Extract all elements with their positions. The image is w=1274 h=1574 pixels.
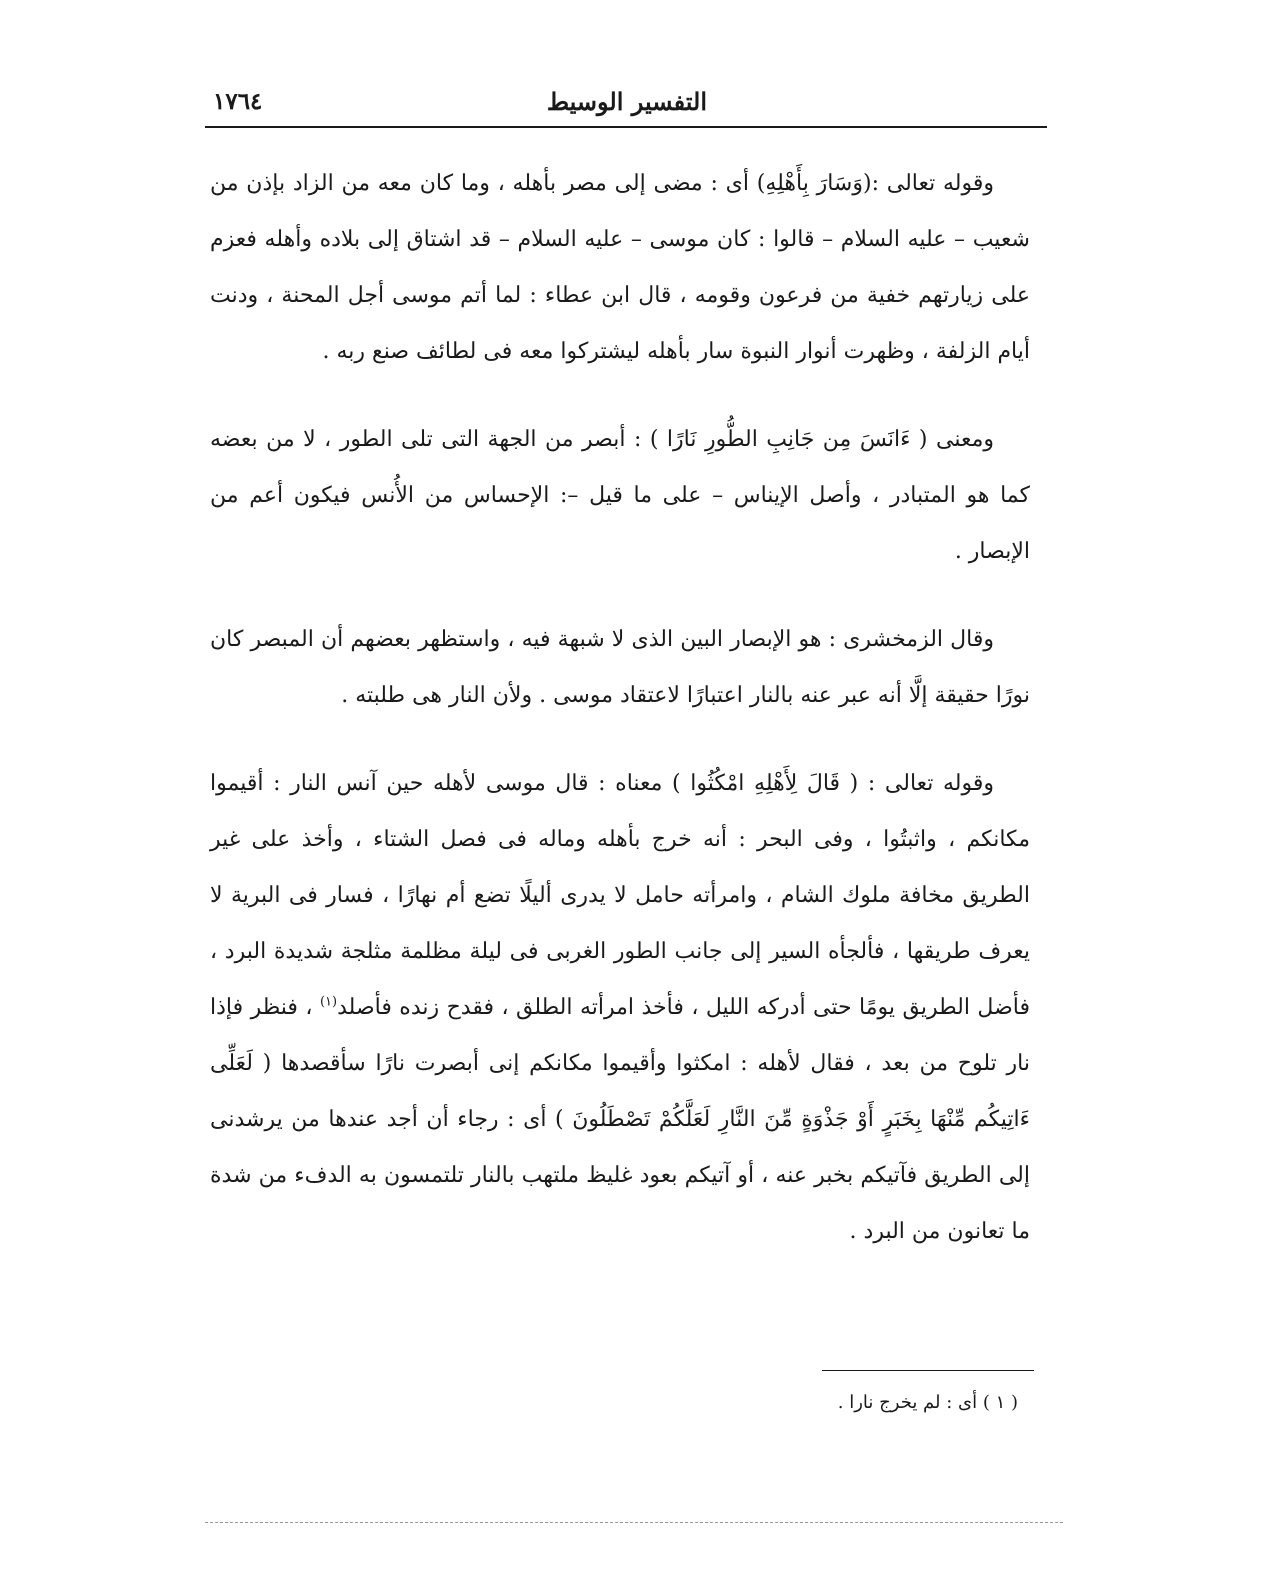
paragraph-4-text: وقوله تعالى : ( قَالَ لِأَهْلِهِ امْكُثُوا ) معناه : قال موسى لأهله حين آنس النار : أقيموا مكانكم ، واثبتُوا ، وفى البحر : أنه خرج بأهله وماله فى فصل الشتاء ، وأخذ على غير الطريق مخافة ملوك الشام ، وامرأته حامل لا يدرى أليلًا تضع أم نهارًا ، فسار فى البرية لا يعرف طريقها ، فألجأه السير إلى جانب الطور الغربى فى ليلة مظلمة مثلجة شديدة البرد ، فأضل الطريق يومًا حتى أدركه الليل ، فأخذ امرأته الطلق ، فقدح زنده فأصلد xyxy=(210,771,1030,1020)
running-header xyxy=(205,82,1047,122)
footnote-marker: (١) xyxy=(319,994,338,1010)
paragraph-4-continuation: ، فنظر فإذا نار تلوح من بعد ، فقال لأهله : امكثوا وأقيموا مكانكم إنى أبصرت نارًا سأقصدها ( لَعَلِّى ءَاتِيكُم مِّنْهَا بِخَبَرٍ أَوْ جَذْوَةٍ مِّنَ النَّارِ لَعَلَّكُمْ تَصْطَلُونَ ) أى : رجاء أن أجد عندها من يرشدنى إلى الطريق فآتيكم بخبر عنه ، أو آتيكم بعود غليظ ملتهب بالنار تلتمسون به الدفء من شدة ما تعانون من البرد . xyxy=(210,995,1031,1244)
paragraph-4 xyxy=(210,756,1030,1260)
bottom-edge-rule xyxy=(205,1522,1063,1523)
paragraph-2: ومعنى ( ءَانَسَ مِن جَانِبِ الطُّورِ نَارًا ) : أبصر من الجهة التى تلى الطور ، لا من بعضه كما هو المتبادر ، وأصل الإيناس – على ما قيل –: الإحساس من الأُنس فيكون أعم من الإبصار . xyxy=(210,427,1030,564)
paragraph-1: وقوله تعالى :(وَسَارَ بِأَهْلِهِ) أى : مضى إلى مصر بأهله ، وما كان معه من الزاد بإذن من شعيب – عليه السلام – قالوا : كان موسى – عليه السلام – قد اشتاق إلى بلاده وأهله فعزم على زيارتهم خفية من فرعون وقومه ، قال ابن عطاء : لما أتم موسى أجل المحنة ، ودنت أيام الزلفة ، وظهرت أنوار النبوة سار بأهله ليشتركوا معه فى لطائف صنع ربه . xyxy=(210,171,1030,364)
body-text xyxy=(210,156,1030,1260)
footnote: ( ١ ) أى : لم يخرج نارا . xyxy=(837,1392,1018,1413)
running-title: التفسير الوسيط xyxy=(546,87,707,116)
footnote-rule xyxy=(822,1370,1034,1371)
page-number: ١٧٦٤ xyxy=(213,88,263,115)
header-rule xyxy=(205,126,1047,128)
paragraph-3: وقال الزمخشرى : هو الإبصار البين الذى لا شبهة فيه ، واستظهر بعضهم أن المبصر كان نورًا حقيقة إلَّا أنه عبر عنه بالنار اعتبارًا لاعتقاد موسى . ولأن النار هى طلبته . xyxy=(210,627,1030,708)
